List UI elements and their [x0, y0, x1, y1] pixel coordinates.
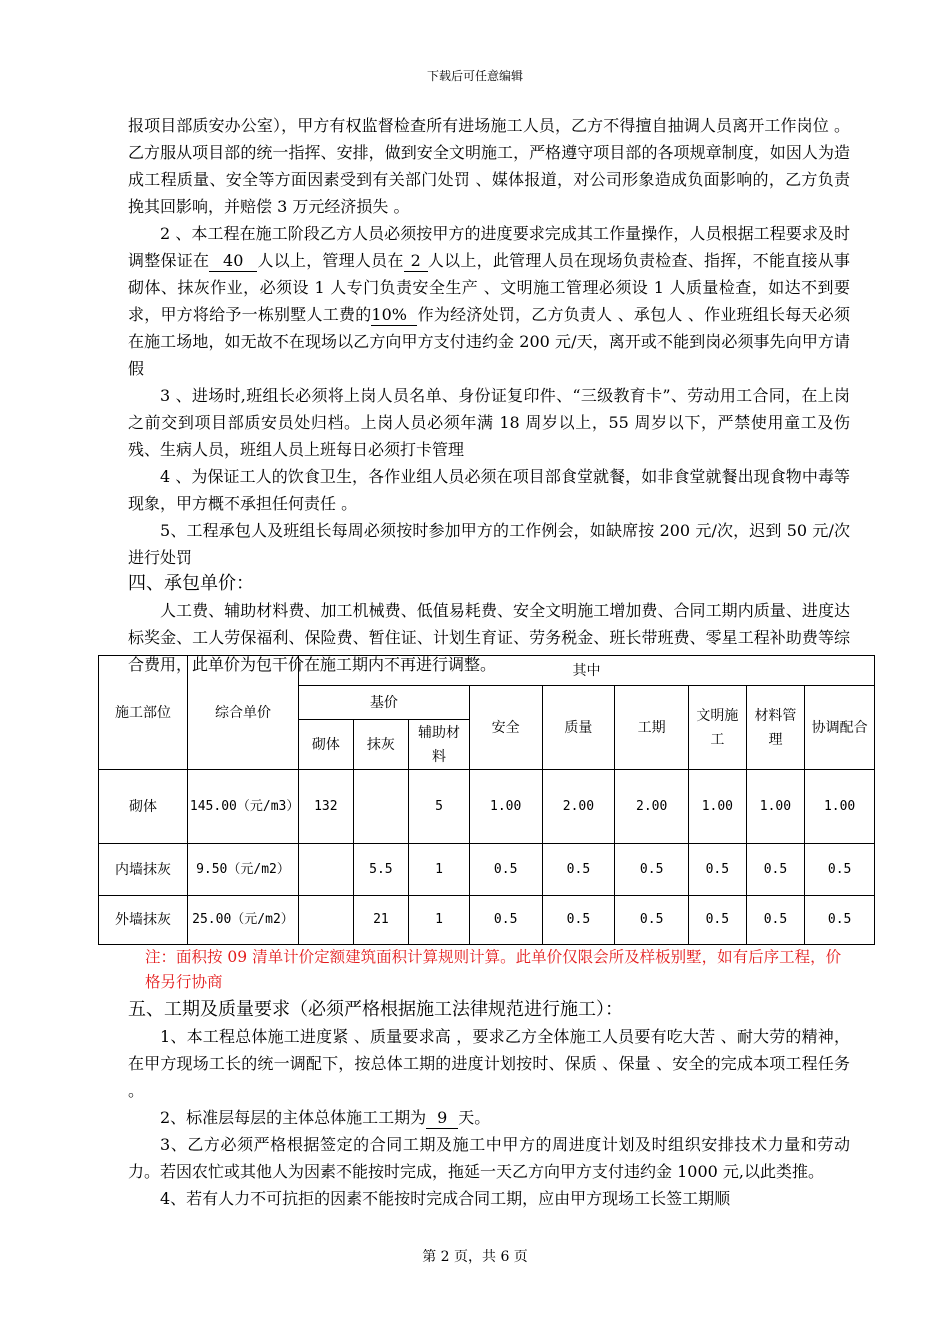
- section-5-title: 五、工期及质量要求（必须严格根据施工法律规范进行施工）：: [128, 999, 623, 1020]
- cell-material: 0.5: [746, 844, 805, 896]
- header-among: 其中: [299, 656, 875, 686]
- fill-floor-days: 9: [426, 1108, 458, 1129]
- header-civil: 文明施工: [689, 686, 747, 770]
- cell-part: 砌体: [99, 770, 188, 844]
- section-5-item-2: [128, 1104, 850, 1131]
- fill-workers: 40: [209, 251, 257, 272]
- text-span: 人以上，管理人员在: [257, 251, 404, 270]
- cell-aux: 1: [409, 844, 470, 896]
- cell-plaster: 5.5: [353, 844, 409, 896]
- cell-quality: 0.5: [542, 896, 615, 945]
- fill-managers: 2: [404, 251, 428, 272]
- cell-period: 2.00: [615, 770, 689, 844]
- cell-masonry: [299, 844, 354, 896]
- cell-civil: 0.5: [689, 896, 747, 945]
- cell-coord: 0.5: [805, 844, 875, 896]
- header-aux: 辅助材料: [409, 720, 470, 770]
- cell-price: 25.00（元/m2）: [187, 896, 298, 945]
- header-plaster: 抹灰: [353, 720, 409, 770]
- cell-plaster: [353, 770, 409, 844]
- header-base: 基价: [299, 686, 470, 720]
- table-row: [99, 844, 875, 896]
- cell-part: 外墙抹灰: [99, 896, 188, 945]
- cell-price: 145.00（元/m3）: [187, 770, 298, 844]
- paragraph-continuation: 报项目部质安办公室），甲方有权监督检查所有进场施工人员，乙方不得擅自抽调人员离开工作岗位 。乙方服从项目部的统一指挥、安排，做到安全文明施工，严格遵守项目部的各项规章制度，如因人为造成工程质量、安全等方面因素受到有关部门处罚 、媒体报道，对公司形象造成负面影响的，乙方负责挽其回影响，并赔偿 3 万元经济损失 。: [128, 116, 850, 216]
- header-safety: 安全: [469, 686, 542, 770]
- section-5-item-1: 1、本工程总体施工进度紧 、质量要求高 ，要求乙方全体施工人员要有吃大苦 、耐大劳的精神，在甲方现场工长的统一调配下，按总体工期的进度计划按时、保质 、保量 、安全的完成本项工程任务 。: [128, 1027, 850, 1100]
- cell-civil: 1.00: [689, 770, 747, 844]
- header-period: 工期: [615, 686, 689, 770]
- cell-material: 0.5: [746, 896, 805, 945]
- paragraph-item-5: 5、工程承包人及班组长每周必须按时参加甲方的工作例会，如缺席按 200 元/次，迟到 50 元/次进行处罚: [128, 521, 850, 567]
- page-footer: 第 2 页，共 6 页: [422, 1249, 528, 1265]
- cell-part: 内墙抹灰: [99, 844, 188, 896]
- header-masonry: 砌体: [299, 720, 354, 770]
- paragraph-item-4: 4 、为保证工人的饮食卫生，各作业组人员必须在项目部食堂就餐，如非食堂就餐出现食物中毒等现象，甲方概不承担任何责任 。: [128, 467, 850, 513]
- price-note: 注：面积按 09 清单计价定额建筑面积计算规则计算。此单价仅限会所及样板别墅，如有后序工程，价格另行协商: [145, 948, 842, 991]
- table-row: [99, 770, 875, 844]
- cell-plaster: 21: [353, 896, 409, 945]
- header-quality: 质量: [542, 686, 615, 770]
- table-row: [99, 896, 875, 945]
- cell-period: 0.5: [615, 844, 689, 896]
- text-span: 2、标准层每层的主体总体施工工期为: [160, 1108, 427, 1127]
- paragraph-item-2: [128, 220, 850, 382]
- cell-price: 9.50（元/m2）: [187, 844, 298, 896]
- page-header: 下载后可任意编辑: [426, 69, 523, 83]
- header-price: 综合单价: [187, 656, 298, 770]
- cell-masonry: [299, 896, 354, 945]
- cell-safety: 1.00: [469, 770, 542, 844]
- paragraph-item-3: 3 、进场时,班组长必须将上岗人员名单、身份证复印件、“三级教育卡”、劳动用工合同，在上岗之前交到项目部质安员处归档。上岗人员必须年满 18 周岁以上，55 周岁以下，严禁使用童工及伤残、生病人员，班组人员上班每日必须打卡管理: [128, 386, 850, 459]
- section-4-title: 四、承包单价：: [128, 573, 254, 594]
- text-span: 作为经济处罚，乙方负责人 、承包人 、作业班组长每天必须在施工场地，如无故不在现场以乙方向甲方支付违约金 200 元/天，离开或不能到岗必须事先向甲方请假: [128, 305, 850, 378]
- fill-penalty-rate: 10%: [371, 305, 417, 326]
- text-span: 人以上，此管理人员在现场负责检查、指挥，不能直接从事砌体、抹灰作业，必须设 1 人专门负责安全生产 、文明施工管理必须设 1 人质量检查，如达不到要求，甲方将给予一栋别墅人工费的: [128, 251, 850, 324]
- cell-civil: 0.5: [689, 844, 747, 896]
- text-span: 2 、本工程在施工阶段乙方人员必须按甲方的进度要求完成其工作量操作，人员根据工程要求及时调整保证在: [128, 224, 850, 270]
- cell-masonry: 132: [299, 770, 354, 844]
- cell-period: 0.5: [615, 896, 689, 945]
- cell-aux: 1: [409, 896, 470, 945]
- section-4-text: 人工费、辅助材料费、加工机械费、低值易耗费、安全文明施工增加费、合同工期内质量、进度达标奖金、工人劳保福利、保险费、暂住证、计划生育证、劳务税金、班长带班费、零星工程补助费等综合费用，此单价为包干价在施工期内不再进行调整。: [128, 601, 850, 674]
- cell-quality: 0.5: [542, 844, 615, 896]
- cell-safety: 0.5: [469, 844, 542, 896]
- cell-coord: 1.00: [805, 770, 875, 844]
- header-part: 施工部位: [99, 656, 188, 770]
- unit-price-table: [98, 655, 875, 945]
- document-body-lower: [128, 945, 850, 1212]
- cell-material: 1.00: [746, 770, 805, 844]
- header-material: 材料管理: [746, 686, 805, 770]
- document-body: [128, 112, 850, 678]
- section-5-item-3: 3、乙方必须严格根据签定的合同工期及施工中甲方的周进度计划及时组织安排技术力量和劳动力。若因农忙或其他人为因素不能按时完成，拖延一天乙方向甲方支付违约金 1000 元,以此类推。: [128, 1135, 850, 1181]
- section-5-item-4: 4、若有人力不可抗拒的因素不能按时完成合同工期，应由甲方现场工长签工期顺: [160, 1189, 731, 1208]
- cell-aux: 5: [409, 770, 470, 844]
- cell-quality: 2.00: [542, 770, 615, 844]
- header-coord: 协调配合: [805, 686, 875, 770]
- cell-safety: 0.5: [469, 896, 542, 945]
- cell-coord: 0.5: [805, 896, 875, 945]
- text-span: 天。: [458, 1108, 491, 1127]
